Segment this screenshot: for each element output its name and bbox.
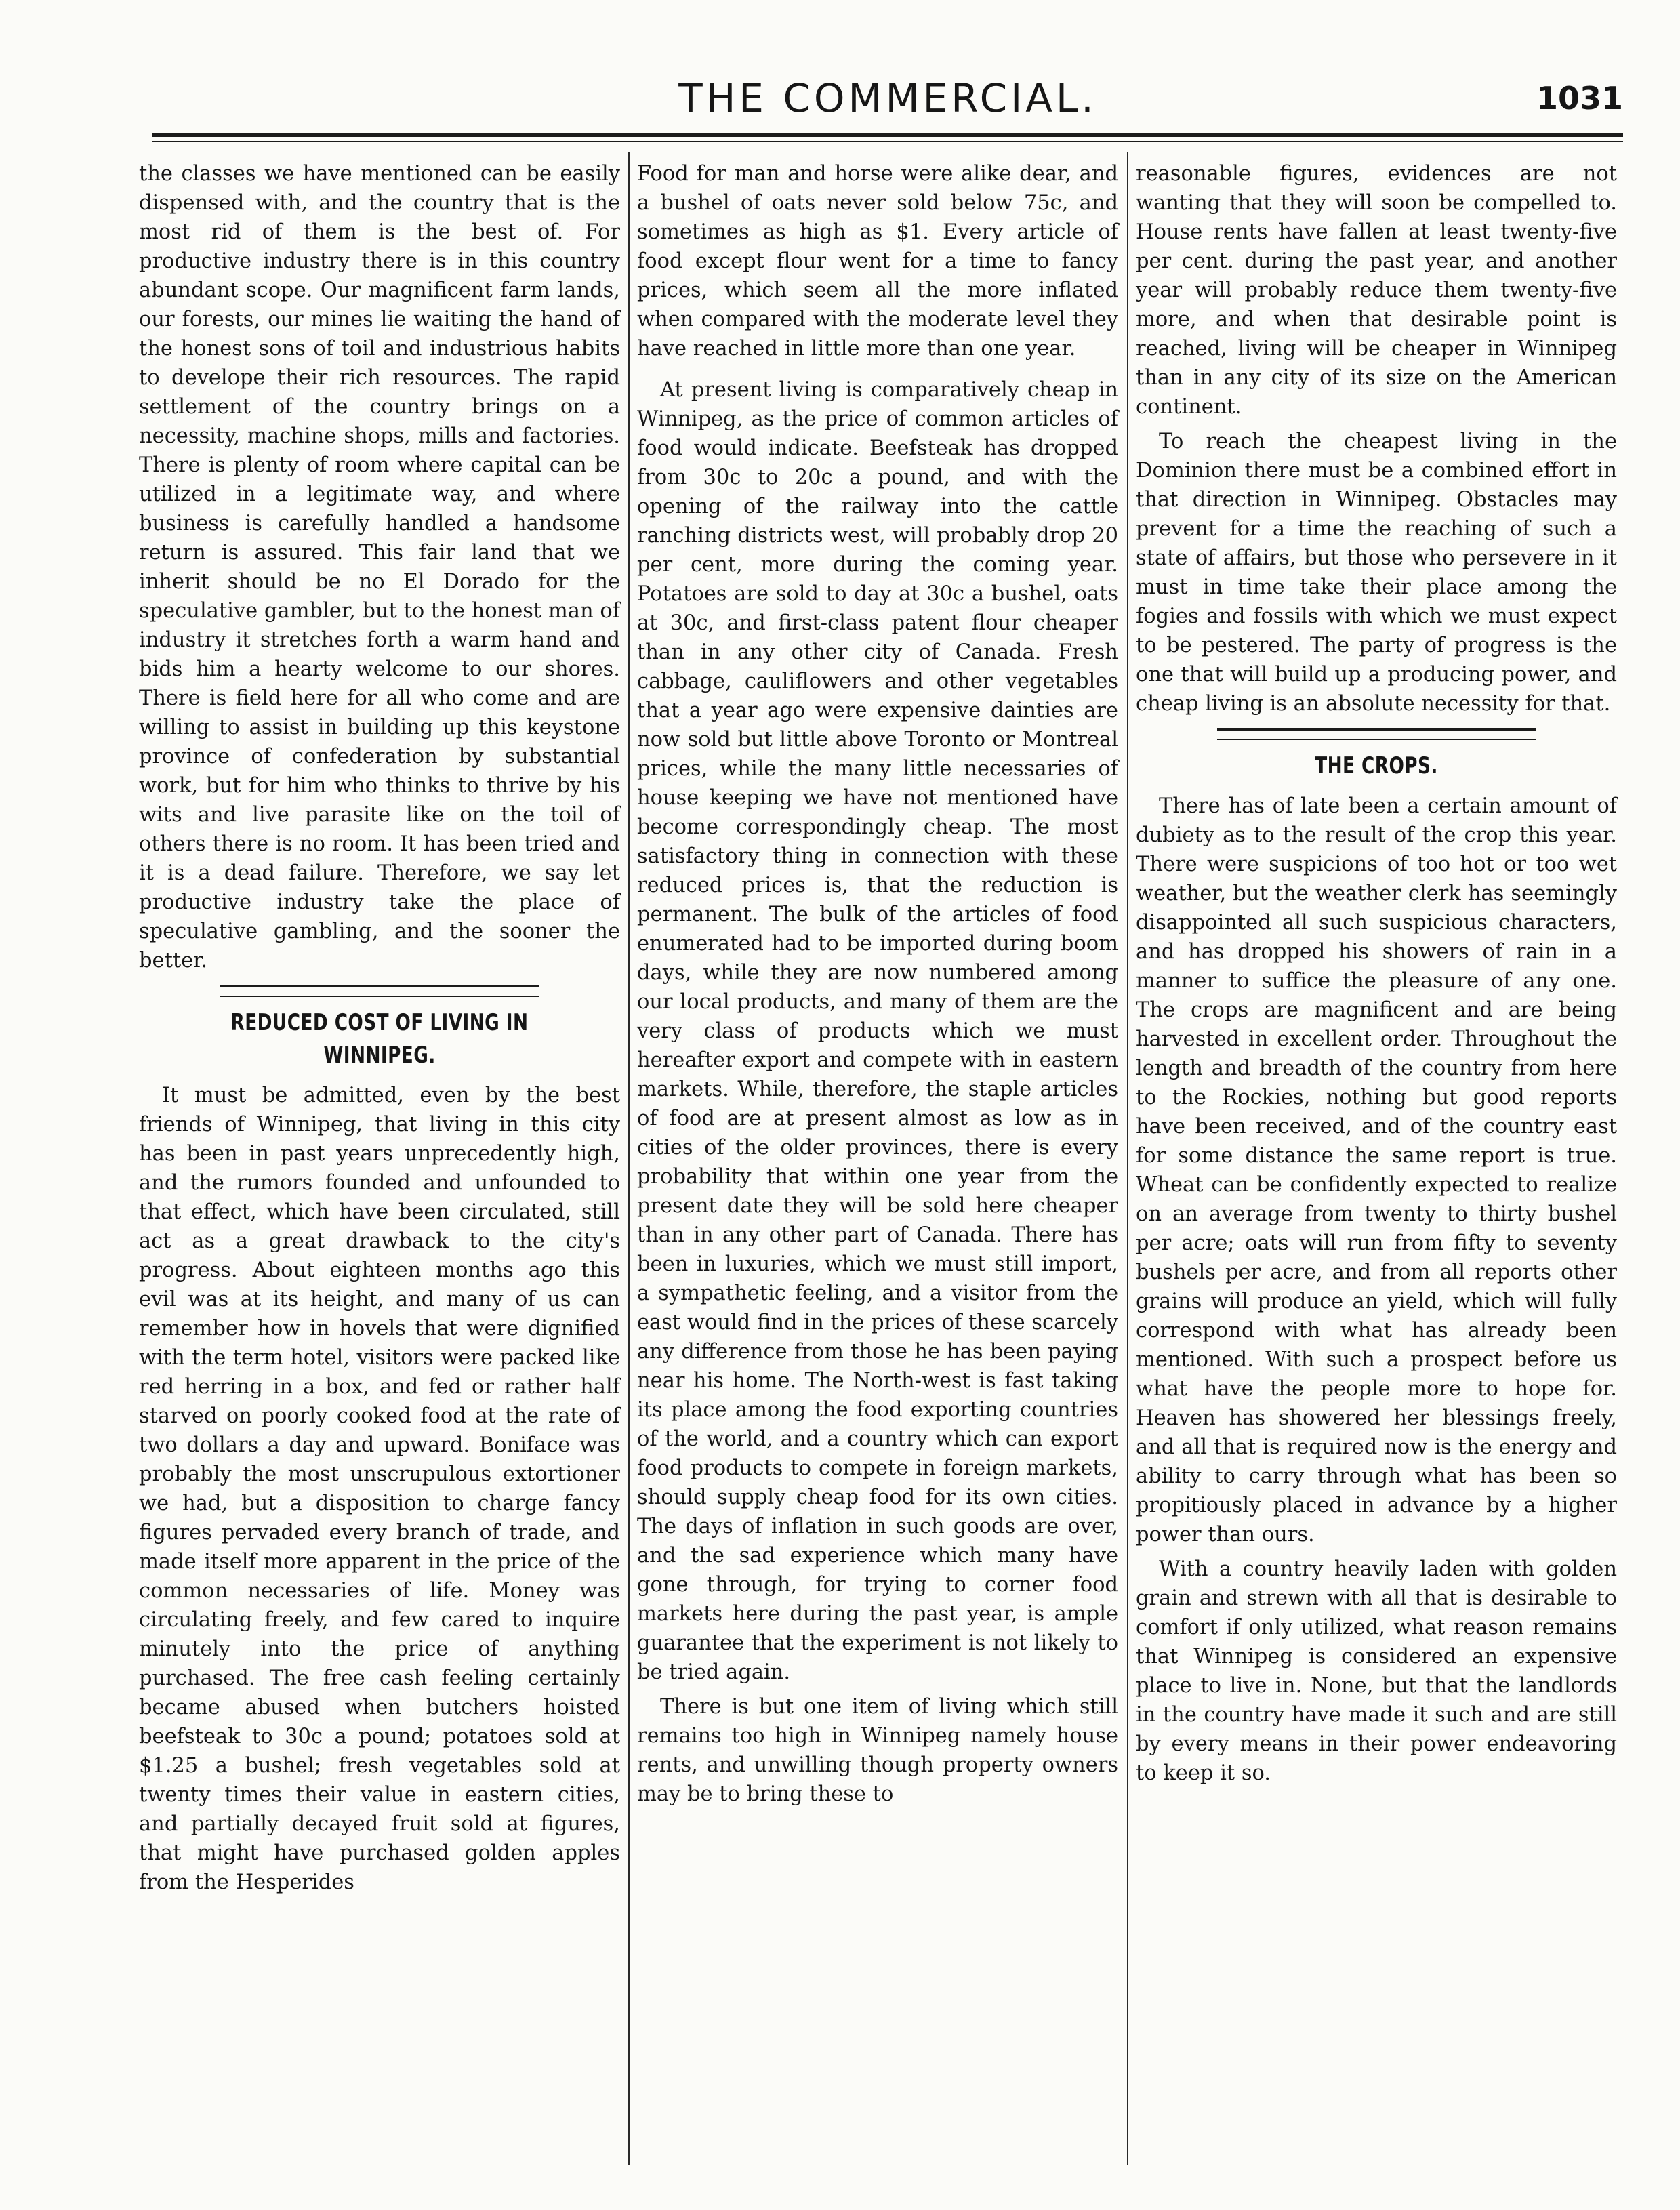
article-paragraph: the classes we have mentioned can be easily dispensed with, and the country that is the most rid of them is the best of. For productive industry there is in this country abundant scope. Our magnificent farm lands, our forests, our mines lie waiting the hand of the honest sons of toil and industrious habits to develope their rich resources. The rapid settlement of the country brings on a necessity, machine shops, mills and factories. There is plenty of room where capital can be utilized in a legitimate way, and where business is carefully handled a handsome return is assured. This fair land that we inherit should be no El Dorado for the speculative gambler, but to the honest man of industry it stretches forth a warm hand and bids him a hearty welcome to our shores. There is field here for all who come and are willing to assist in building up this keystone province of confederation by substantial work, but for him who thinks to thrive by his wits and live parasite like on the toil of others there is no room. It has been tried and it is a dead failure. Therefore, we say let productive industry take the place of speculative gambling, and the sooner the better. bbox=[139, 162, 620, 973]
article-paragraph: It must be admitted, even by the best friends of Winnipeg, that living in this city has been in past years unprecedently high, and the rumors founded and unfounded to that effect, which have been circulated, still act as a great drawback to the city's progress. About eighteen months ago this evil was at its height, and many of us can remember how in hovels that were dignified with the term hotel, visitors were packed like red herring in a box, and fed or rather half starved on poorly cooked food at the rate of two dollars a day and upward. Boniface was probably the most unscrupulous extortioner we had, but a disposition to charge fancy figures pervaded every branch of trade, and made itself more apparent in the price of the common necessaries of life. Money was circulating freely, and few cared to inquire minutely into the price of anything purchased. The free cash feeling certainly became abused when butchers hoisted beefsteak to 30c a pound; potatoes sold at $1.25 a bushel; fresh vegetables sold at twenty times their value in eastern cities, and partially decayed fruit sold at figures, that might have purchased golden apples from the Hesperides bbox=[139, 1084, 620, 1894]
article-paragraph: reasonable figures, evidences are not wanting that they will soon be compelled to. House rents have fallen at least twenty-five per cent. during the past year, and another year will probably reduce them twenty-five more, and when that desirable point is reached, living will be cheaper in Winnipeg than in any city of its size on the American continent. bbox=[1136, 162, 1617, 419]
column-1 bbox=[139, 159, 620, 1897]
masthead-rule-thin bbox=[152, 141, 1623, 142]
article-paragraph: There has of late been a certain amount of dubiety as to the result of the crop this year. There were suspicions of too hot or too wet weather, but the weather clerk has seemingly disappointed all such suspicious characters, and has dropped his showers of rain in a manner to suffice the pleasure of any one. The crops are magnificent and are being harvested in excellent order. Throughout the length and breadth of the country from here to the Rockies, nothing but good reports have been received, and of the country east for some distance the same report is true. Wheat can be confidently expected to realize on an average from twenty to thirty bushel per acre; oats will run from fifty to seventy bushels per acre, and from all reports other grains will produce an yield, which will fully correspond with what has already been mentioned. With such a prospect before us what have the people more to hope for. Heaven has showered her blessings freely, and all that is required now is the energy and ability to carry through what has been so propitiously placed in advance by a higher power than ours. bbox=[1136, 794, 1617, 1547]
page-number: 1031 bbox=[1536, 80, 1623, 117]
article-paragraph: At present living is comparatively cheap in Winnipeg, as the price of common articles of food would indicate. Beefsteak has dropped from 30c to 20c a pound, and with the opening of the railway into the cattle ranching districts west, will probably drop 20 per cent, more during the coming year. Potatoes are sold to day at 30c a bushel, oats at 30c, and first-class patent flour cheaper than in any other city of Canada. Fresh cabbage, cauliflowers and other vegetables that a year ago were expensive dainties are now sold but little above Toronto or Montreal prices, while the many little necessaries of house keeping we have not mentioned have become correspondingly cheap. The most satisfactory thing in connection with these reduced prices is, that the reduction is permanent. The bulk of the articles of food enumerated had to be imported during boom days, while they are now numbered among our local products, and many of them are the very class of products which we must hereafter export and compete with in eastern markets. While, therefore, the staple articles of food are at present almost as low as in cities of the older provinces, there is every probability that within one year from the present date they will be sold here cheaper than in any other part of Canada. There has been in luxuries, which we must still import, a sympathetic feeling, and a visitor from the east would find in the prices of these scarcely any difference from those he has been paying near his home. The North-west is fast taking its place among the food exporting countries of the world, and a country which can export food products to compete in foreign markets, should supply cheap food for its own cities. The days of inflation in such goods are over, and the sad experience which many have gone through, for trying to corner food markets here during the past year, is ample guarantee that the experiment is not likely to be tried again. bbox=[637, 378, 1118, 1684]
column-3 bbox=[1136, 159, 1617, 1788]
article-paragraph: There is but one item of living which still remains too high in Winnipeg namely house rents, and unwilling though property owners may be to bring these to bbox=[637, 1695, 1118, 1806]
column-divider bbox=[1127, 152, 1128, 2165]
section-divider bbox=[220, 985, 539, 997]
section-heading-crops: THE CROPS. bbox=[1315, 752, 1438, 779]
article-paragraph: To reach the cheapest living in the Dominion there must be a combined effort in that direction in Winnipeg. Obstacles may prevent for a time the reaching of such a state of affairs, but those who persevere in it must in time take their place among the fogies and fossils with which we must expect to be pestered. The party of progress is the one that will build up a producing power, and cheap living is an absolute necessity for that. bbox=[1136, 430, 1617, 716]
section-heading-reduced-cost: REDUCED COST OF LIVING IN WINNIPEG. bbox=[230, 1009, 529, 1069]
article-paragraph: Food for man and horse were alike dear, and a bushel of oats never sold below 75c, and sometimes as high as $1. Every article of food except flour went for a time to fancy prices, which seem all the more inflated when compared with the moderate level they have reached in little more than one year. bbox=[637, 162, 1118, 361]
masthead-rule bbox=[152, 133, 1623, 137]
newspaper-title: THE COMMERCIAL. bbox=[678, 75, 1097, 121]
column-divider bbox=[628, 152, 630, 2165]
section-divider bbox=[1217, 728, 1536, 740]
masthead bbox=[152, 71, 1623, 125]
article-paragraph: With a country heavily laden with golden grain and strewn with all that is desirable to comfort if only utilized, what reason remains that Winnipeg is considered an expensive place to live in. None, but that the landlords in the country have made it such and are still by every means in their power endeavoring to keep it so. bbox=[1136, 1557, 1617, 1785]
column-2 bbox=[637, 159, 1118, 1809]
